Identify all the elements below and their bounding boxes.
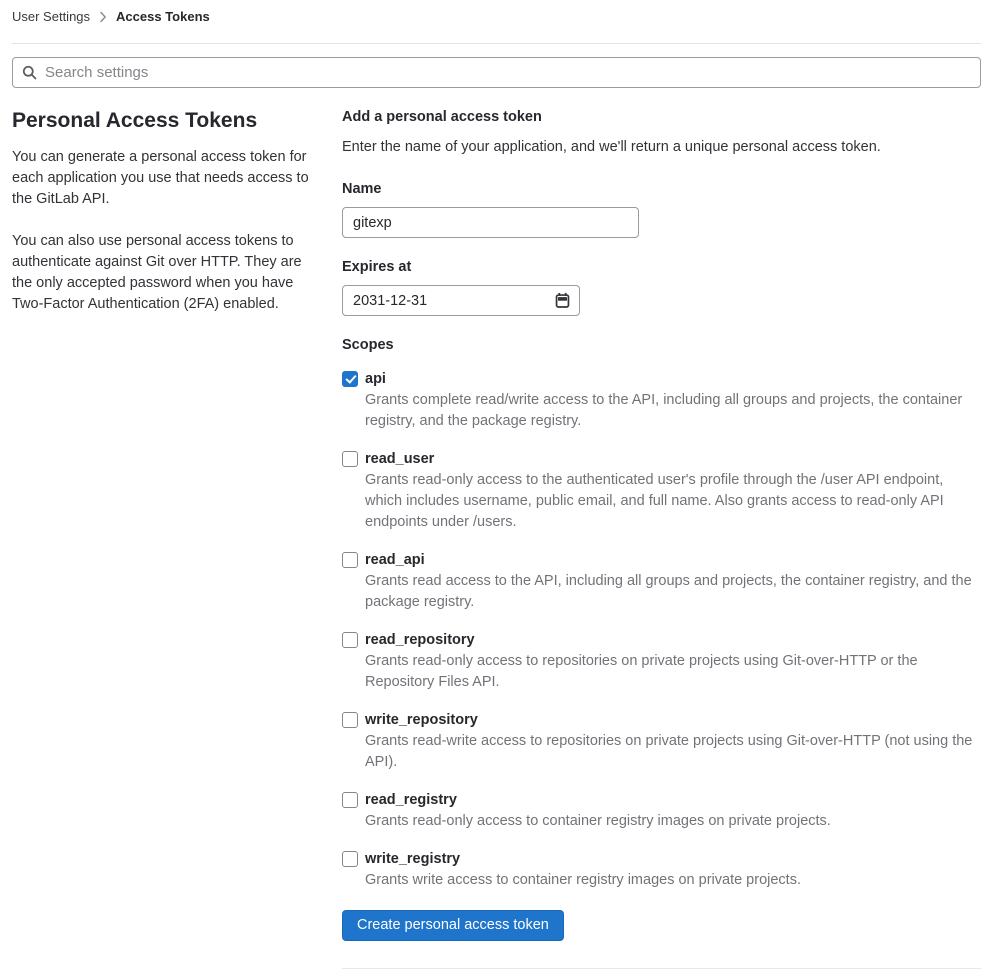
create-token-button[interactable]: Create personal access token <box>342 910 564 941</box>
scope-label-write-registry[interactable]: write_registry <box>365 851 461 867</box>
page-title: Personal Access Tokens <box>12 109 258 132</box>
content-columns <box>12 106 981 978</box>
scope-item-api <box>342 369 981 432</box>
scope-item-read-registry <box>342 790 981 832</box>
scope-item-read-api <box>342 550 981 613</box>
scope-description-api: Grants complete read/write access to the API, including all groups and projects, the container registry, and the package registry. <box>365 392 963 429</box>
checkbox-read-api[interactable] <box>342 552 358 568</box>
search-input[interactable] <box>12 57 981 88</box>
scope-item-write-repository <box>342 710 981 773</box>
form-title: Add a personal access token <box>342 109 542 125</box>
section-paragraph-2: You can also use personal access tokens to authenticate against Git over HTTP. They are the only accepted password when you have Two-Factor Authentication (2FA) enabled. <box>12 233 302 312</box>
section-paragraph-1: You can generate a personal access token for each application you use that needs access to the GitLab API. <box>12 149 309 207</box>
expires-at-label: Expires at <box>342 259 412 275</box>
breadcrumb-access-tokens: Access Tokens <box>116 9 210 24</box>
scope-description-write-repository: Grants read-write access to repositories on private projects using Git-over-HTTP (not using the API). <box>365 733 973 770</box>
search-settings <box>12 57 981 88</box>
checkbox-read-repository[interactable] <box>342 632 358 648</box>
scope-description-read-repository: Grants read-only access to repositories on private projects using Git-over-HTTP or the Repository Files API. <box>365 653 918 690</box>
token-name-input[interactable] <box>342 207 639 238</box>
checkbox-read-registry[interactable] <box>342 792 358 808</box>
expires-at-group <box>342 285 580 316</box>
header-divider <box>12 43 981 44</box>
expires-at-input[interactable] <box>342 285 580 316</box>
calendar-icon[interactable] <box>554 292 571 309</box>
checkbox-write-repository[interactable] <box>342 712 358 728</box>
section-description <box>12 106 322 978</box>
scope-description-read-api: Grants read access to the API, including all groups and projects, the container registry, and the package registry. <box>365 573 972 610</box>
scope-label-read-registry[interactable]: read_registry <box>365 792 457 808</box>
token-form <box>342 106 981 978</box>
checkbox-write-registry[interactable] <box>342 851 358 867</box>
name-label: Name <box>342 181 382 197</box>
scope-item-read-user <box>342 449 981 533</box>
checkbox-api[interactable] <box>342 371 358 387</box>
scope-description-write-registry: Grants write access to container registry images on private projects. <box>365 872 801 888</box>
scope-label-api[interactable]: api <box>365 371 386 387</box>
chevron-right-icon <box>99 11 107 23</box>
scope-description-read-user: Grants read-only access to the authenticated user's profile through the /user API endpoint, which includes username, public email, and full name. Also grants access to read-only API endpoints under /users. <box>365 472 944 530</box>
scope-label-read-repository[interactable]: read_repository <box>365 632 475 648</box>
scope-item-read-repository <box>342 630 981 693</box>
scope-description-read-registry: Grants read-only access to container registry images on private projects. <box>365 813 831 829</box>
checkbox-read-user[interactable] <box>342 451 358 467</box>
breadcrumb <box>12 0 981 24</box>
scope-item-write-registry <box>342 849 981 891</box>
scope-label-write-repository[interactable]: write_repository <box>365 712 478 728</box>
scope-label-read-api[interactable]: read_api <box>365 552 425 568</box>
breadcrumb-user-settings-link[interactable]: User Settings <box>12 9 91 24</box>
form-bottom-divider <box>342 968 981 969</box>
form-description: Enter the name of your application, and we'll return a unique personal access token. <box>342 139 881 155</box>
scopes-label: Scopes <box>342 337 394 353</box>
scope-label-read-user[interactable]: read_user <box>365 451 435 467</box>
